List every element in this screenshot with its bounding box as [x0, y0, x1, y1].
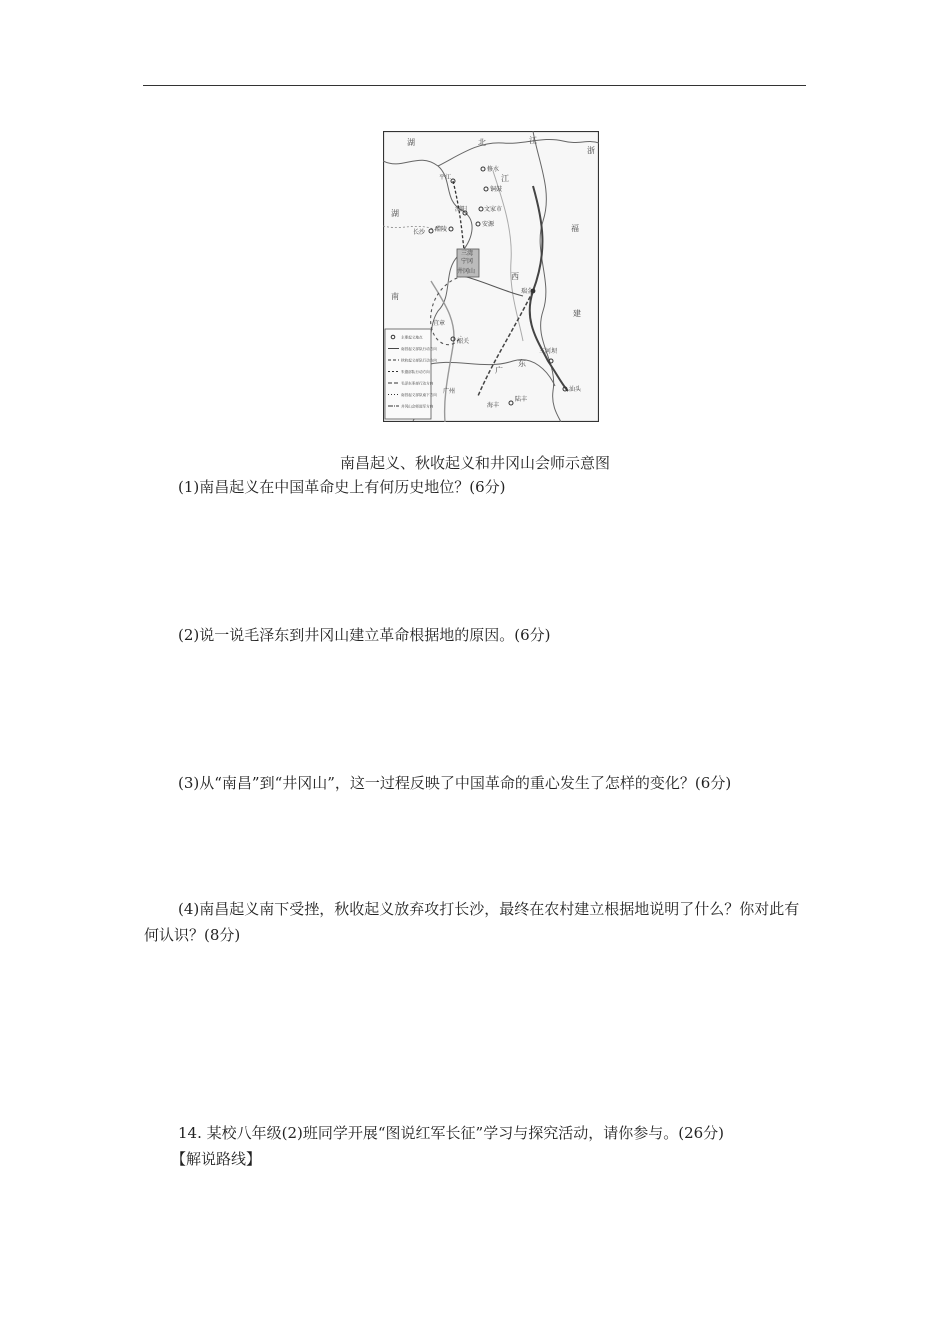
- map-label-pingjiang: 平江: [439, 174, 452, 181]
- question-1: (1)南昌起义在中国革命史上有何历史地位？(6分): [178, 478, 506, 496]
- map-label-hunan-hu: 湖: [391, 209, 399, 218]
- map-label-shaoguan: 韶关: [457, 338, 470, 345]
- map-label-hu-top: 湖: [407, 138, 415, 147]
- map-label-changsha: 长沙: [413, 229, 426, 236]
- map-label-bei: 北: [478, 138, 486, 147]
- legend-label: 秋收起义部队行动方向: [401, 358, 437, 363]
- map-label-jinggangshan: 井冈山: [457, 268, 476, 275]
- question-14-subheading: 【解说路线】: [171, 1150, 262, 1168]
- map-label-liling: 醴陵: [435, 226, 448, 233]
- map-label-tonggu: 铜鼓: [490, 186, 503, 193]
- question-3: (3)从“南昌”到“井冈山”，这一过程反映了中国革命的重心发生了怎样的变化？(6分): [178, 774, 732, 792]
- map-label-sanheba: 三河坝: [539, 348, 558, 355]
- legend-label: 毛泽东率部行动方向: [401, 381, 434, 386]
- question-14: 14. 某校八年级(2)班同学开展“图说红军长征”学习与探究活动，请你参与。(26分): [178, 1124, 725, 1142]
- map-label-liuyang: 浏阳: [455, 206, 468, 213]
- map-label-wenjiashi: 文家市: [484, 206, 503, 213]
- legend-label: 朱德部队行动方向: [401, 370, 430, 374]
- map-label-yidu: 宜章: [433, 320, 446, 327]
- map-image: [383, 131, 599, 422]
- map-label-zhe: 浙: [587, 146, 595, 155]
- legend-label: 井冈山会师进军方向: [401, 404, 434, 409]
- map-label-guang: 广: [495, 366, 503, 375]
- header-rule: [143, 85, 806, 86]
- map-caption: 南昌起义、秋收起义和井冈山会师示意图: [339, 454, 610, 472]
- map-label-ruijin: 瑞金: [521, 288, 534, 295]
- legend-label: 主要起义地点: [401, 335, 423, 340]
- legend-label: 南昌起义部队南下方向: [401, 393, 437, 397]
- map-label-jiang-right: 江: [501, 174, 509, 183]
- map-label-xiushui: 修水: [487, 166, 500, 173]
- question-2: (2)说一说毛泽东到井冈山建立革命根据地的原因。(6分): [178, 626, 551, 644]
- map-label-jiang-top: 江: [529, 136, 537, 145]
- map-label-sanwan: 三湾: [461, 250, 474, 257]
- historical-route-map: [383, 131, 599, 422]
- map-label-lufeng: 陆丰: [515, 396, 528, 403]
- map-label-hunan-nan: 南: [391, 292, 399, 301]
- map-label-fu: 福: [571, 224, 579, 233]
- map-label-haifeng: 海丰: [487, 402, 500, 409]
- map-label-jian: 建: [573, 309, 581, 318]
- map-label-guangzhou: 广州: [443, 388, 456, 395]
- map-label-dong: 东: [518, 359, 526, 368]
- map-label-anyuan: 安源: [482, 221, 495, 228]
- map-label-ninggang: 宁冈: [461, 258, 474, 265]
- legend-label: 南昌起义部队行动方向: [401, 347, 437, 351]
- map-label-xi: 西: [511, 272, 519, 281]
- map-label-shantou: 汕头: [569, 386, 582, 393]
- question-4: (4)南昌起义南下受挫，秋收起义放弃攻打长沙，最终在农村建立根据地说明了什么？你对此有何认识？(8分): [144, 900, 800, 944]
